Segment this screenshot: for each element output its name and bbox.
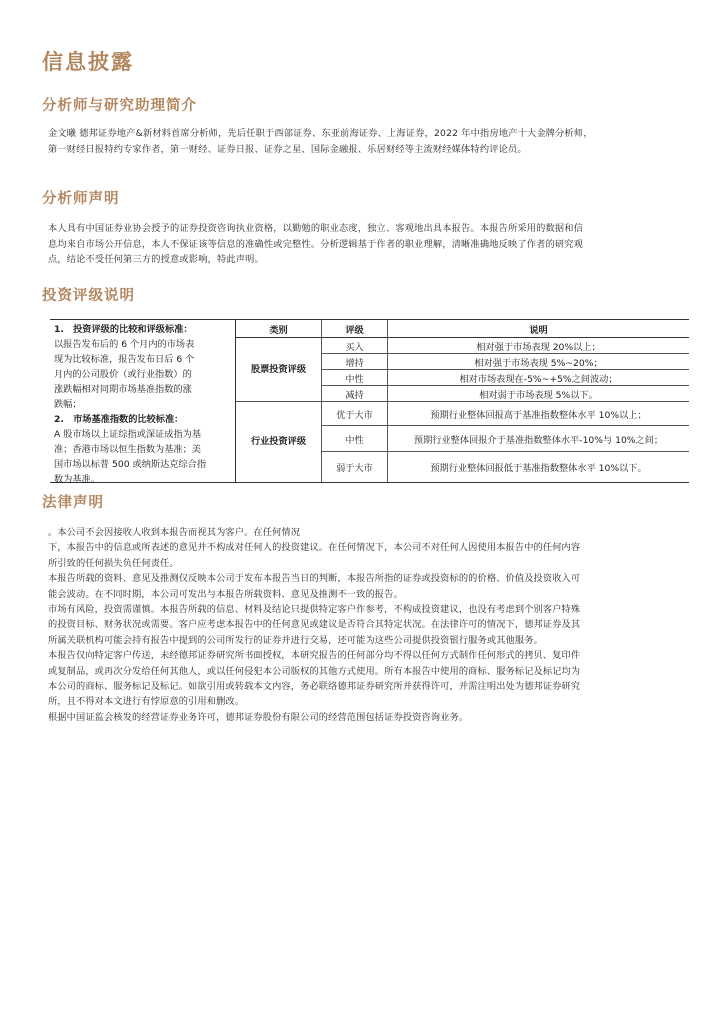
legal-line: 的投资目标、财务状况或需要。客户应考虑本报告中的任何意见或建议是否符合其特定状况。在法律许可的情况下，德邦证券及其: [48, 619, 581, 631]
legal-line: 所引致的任何损失负任何责任。: [48, 557, 179, 569]
legal-heading: 法律声明: [42, 494, 104, 511]
legal-line: 根据中国证监会核发的经营证券业务许可，德邦证券股份有限公司的经营范围包括证券投资咨询业务。: [48, 711, 469, 723]
rating-industry-neutral: 中性: [322, 426, 388, 452]
header-category: 类别: [236, 320, 322, 338]
rating-criteria-box: [50, 320, 236, 485]
criteria-line: 1. 投资评级的比较和评级标准：: [54, 324, 193, 335]
analyst-intro-line: 第一财经日报特约专家作者，第一财经、证券日报、证券之星、国际金融报、乐居财经等主流财经媒体特约评论员。: [48, 143, 527, 155]
legal-line: 。本公司不会因接收人收到本报告而视其为客户。在任何情况: [48, 527, 301, 538]
rating-buy: 买入: [322, 338, 388, 354]
analyst-statement-text: [48, 221, 688, 268]
desc-underperform: 预期行业整体回报低于基准指数整体水平 10%以下。: [430, 463, 647, 474]
criteria-line: 涨跌幅相对同期市场基准指数的涨: [54, 384, 192, 395]
desc-industry-neutral: 预期行业整体回报介于基准指数整体水平-10%与 10%之间；: [388, 426, 689, 452]
legal-line: 本报告仅向特定客户传送，未经德邦证券研究所书面授权，本研究报告的任何部分均不得以任何方式制作任何形式的拷贝、复印件: [48, 650, 581, 662]
criteria-line: 准；香港市场以恒生指数为基准；美: [54, 444, 201, 455]
criteria-line: 以报告发布后的 6 个月内的市场表: [54, 339, 195, 350]
criteria-line: 2. 市场基准指数的比较标准：: [54, 414, 184, 425]
rating-neutral: 中性: [322, 370, 388, 386]
rating-outperform: 优于大市: [322, 402, 388, 426]
legal-line: 市场有风险，投资需谨慎。本报告所载的信息、材料及结论只提供特定客户作参考，不构成投资建议，也没有考虑到个别客户特殊: [48, 604, 581, 616]
rating-grid: [236, 320, 689, 482]
rating-underperform: 弱于大市: [322, 452, 388, 482]
legal-line: 本报告所载的资料、意见及推测仅反映本公司于发布本报告当日的判断，本报告所指的证券或投资标的的价格、价值及投资收入可: [48, 573, 581, 585]
desc-neutral: 相对市场表现在-5%~+5%之间波动；: [388, 370, 689, 386]
category-stock: 股票投资评级: [236, 338, 322, 402]
criteria-line: 月内的公司股价（或行业指数）的: [54, 369, 192, 380]
legal-line: 所，且不得对本文进行有悖原意的引用和删改。: [48, 696, 245, 708]
legal-line: 所属关联机构可能会持有报告中提到的公司所发行的证券并进行交易，还可能为这些公司提供投资银行服务或其他服务。: [48, 634, 543, 646]
legal-line: 能会波动。在不同时期，本公司可发出与本报告所载资料、意见及推测不一致的报告。: [48, 588, 403, 600]
rating-overweight: 增持: [322, 354, 388, 370]
category-industry: 行业投资评级: [236, 402, 322, 482]
desc-overweight: 相对强于市场表现 5%~20%；: [388, 354, 689, 370]
analyst-statement-line: 点，结论不受任何第三方的授意或影响，特此声明。: [48, 254, 264, 265]
rating-underweight: 减持: [322, 386, 388, 402]
criteria-line: 国市场以标普 500 或纳斯达克综合指: [54, 459, 207, 470]
analyst-intro-heading: 分析师与研究助理简介: [42, 97, 197, 114]
analyst-statement-heading: 分析师声明: [42, 190, 120, 207]
desc-underweight: 相对弱于市场表现 5%以下。: [388, 386, 689, 402]
analyst-statement-line: 息均来自市场公开信息，本人不保证该等信息的准确性或完整性。分析逻辑基于作者的职业理解，清晰准确地反映了作者的研究观: [48, 238, 584, 250]
rating-table: [50, 319, 689, 483]
criteria-line: 数为基准。: [54, 474, 100, 485]
header-rating: 评级: [322, 320, 388, 338]
desc-buy: 相对强于市场表现 20%以上；: [388, 338, 689, 354]
legal-text: [48, 525, 693, 725]
page-title: 信息披露: [42, 49, 134, 74]
criteria-line: A 股市场以上证综指或深证成指为基: [54, 429, 202, 440]
legal-line: 本公司的商标、服务标记及标记。如欲引用或转载本文内容，务必联络德邦证券研究所并获得许可，并需注明出处为德邦证券研究: [48, 681, 581, 693]
analyst-statement-line: 本人具有中国证券业协会授予的证券投资咨询执业资格，以勤勉的职业态度，独立、客观地出具本报告。本报告所采用的数据和信: [48, 223, 584, 234]
desc-outperform: 预期行业整体回报高于基准指数整体水平 10%以上；: [388, 402, 689, 426]
analyst-intro-line: 金文曦 德邦证券地产&新材料首席分析师，先后任职于西部证券、东亚前海证券、上海证券，2022 年中指房地产十大金牌分析师，: [48, 128, 593, 139]
header-desc: 说明: [388, 320, 689, 338]
legal-line: 或复制品，或再次分发给任何其他人，或以任何侵犯本公司版权的其他方式使用。所有本报告中使用的商标、服务标记及标记均为: [48, 665, 581, 677]
criteria-line: 跌幅；: [54, 399, 82, 410]
legal-line: 下，本报告中的信息或所表述的意见并不构成对任何人的投资建议。在任何情况下，本公司不对任何人因使用本报告中的任何内容: [48, 542, 581, 554]
rating-heading: 投资评级说明: [42, 287, 135, 304]
criteria-line: 现为比较标准，报告发布日后 6 个: [54, 354, 195, 365]
analyst-intro-text: [48, 126, 688, 157]
